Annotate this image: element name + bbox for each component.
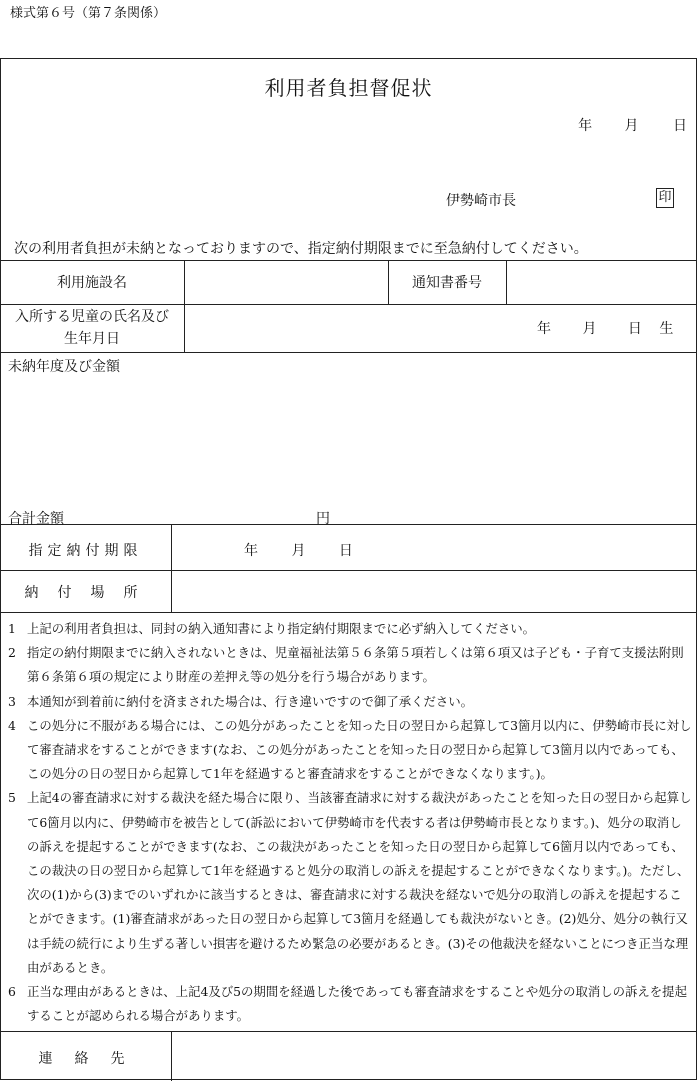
notice-number-field[interactable] (507, 260, 695, 302)
contact-label: 連絡先 (38, 1051, 147, 1067)
note-text: 上記の利用者負担は、同封の納入通知書により指定納付期限までに必ず納入してください。 (27, 621, 536, 636)
note-number: 1 (8, 621, 16, 636)
child-label (0, 306, 184, 350)
date-month: 月 (624, 118, 639, 134)
note-item (8, 980, 692, 1028)
note-number: 6 (8, 984, 16, 1000)
divider (1, 352, 696, 353)
issuer-name: 伊勢崎市長 (446, 193, 516, 209)
yen-unit: 円 (316, 511, 330, 527)
seal-mark: 印 (656, 188, 674, 208)
birth-suffix: 生 (659, 321, 674, 337)
date-day: 日 (673, 118, 687, 134)
deadline-year: 年 (244, 543, 258, 559)
deadline-day: 日 (338, 543, 353, 559)
note-text: 本通知が到着前に納付を済まされた場合は、行き違いですので御了承ください。 (27, 693, 474, 709)
deadline-date (244, 540, 353, 560)
deadline-month: 月 (291, 543, 306, 559)
form-number-label: 様式第６号（第７条関係） (10, 6, 167, 21)
total-label: 合計金額 (8, 511, 64, 527)
note-item (8, 641, 692, 689)
date-year: 年 (578, 118, 593, 134)
facility-label: 利用施設名 (57, 275, 127, 291)
payment-place-field[interactable] (172, 570, 695, 610)
notice-number-label: 通知書番号 (412, 275, 482, 291)
note-text: 上記4の審査請求に対する裁決を経た場合に限り、当該審査請求に対する裁決があったことを知った日の翌日から起算して6箇月以内に、伊勢崎市を被告として(訴訟において伊勢崎市を代表する者は伊勢崎市長となります。)、処分の取消しの訴えを提起することができます(なお、この裁決があったことを知った日の翌日から起算して6箇月以内であっても、この裁決の日の翌日から起算して1年を経過すると処分の取消しの訴えを提起することができなくなります。)。ただし、次の(1)から(3)までのいずれかに該当するときは、審査請求に対する裁決を経ないで処分の取消しの訴えを提起することができます。(1)審査請求があった日の翌日から起算して3箇月を経過しても裁決がないとき。(2)処分、処分の執行又は手続の続行により生ずる著しい損害を避けるため緊急の必要があるとき。(3)その他裁決を経ないことにつき正当な理由があるとき。 (27, 790, 692, 975)
contact-field[interactable] (172, 1031, 695, 1079)
divider (1, 612, 696, 613)
note-text: 指定の納付期限までに納入されないときは、児童福祉法第５６条第５項若しくは第６項又は子ども・子育て支援法附則第６条第６項の規定により財産の差押え等の処分を行う場合があります。 (27, 645, 684, 685)
note-number: 4 (8, 717, 16, 733)
payment-place-label: 納付場所 (24, 585, 157, 601)
note-text: 正当な理由があるときは、上記4及び5の期間を経過した後であっても審査請求をすることや処分の取消しの訴えを提起することが認められる場合があります。 (27, 984, 687, 1024)
birth-day: 日 (627, 321, 642, 337)
page-title: 利用者負担督促状 (264, 76, 433, 100)
birth-year: 年 (537, 321, 551, 337)
note-number: 3 (8, 693, 16, 709)
birth-date (537, 318, 673, 338)
note-text: この処分に不服がある場合には、この処分があったことを知った日の翌日から起算して3箇月以内に、伊勢崎市長に対して審査請求をすることができます(なお、この処分があったことを知った日の翌日から起算して3箇月以内であっても、この処分の日の翌日から起算して1年を経過すると審査請求をすることができなくなります。)。 (27, 717, 692, 782)
divider (1, 524, 696, 525)
note-number: 5 (8, 790, 16, 806)
issue-date (578, 115, 687, 135)
note-item (8, 690, 692, 714)
notes-list (8, 617, 692, 1028)
note-number: 2 (8, 645, 16, 661)
note-item (8, 617, 692, 641)
deadline-label: 指定納付期限 (28, 543, 143, 559)
unpaid-label: 未納年度及び金額 (8, 359, 120, 375)
child-label-line2: 生年月日 (64, 331, 120, 347)
birth-month: 月 (582, 321, 597, 337)
divider (1, 304, 696, 305)
unpaid-details-area[interactable] (2, 378, 695, 496)
facility-field[interactable] (185, 260, 386, 302)
intro-text: 次の利用者負担が未納となっておりますので、指定納付期限までに至急納付してください。 (14, 241, 588, 257)
note-item (8, 786, 692, 980)
child-label-line1: 入所する児童の氏名及び (15, 309, 169, 325)
note-item (8, 714, 692, 787)
